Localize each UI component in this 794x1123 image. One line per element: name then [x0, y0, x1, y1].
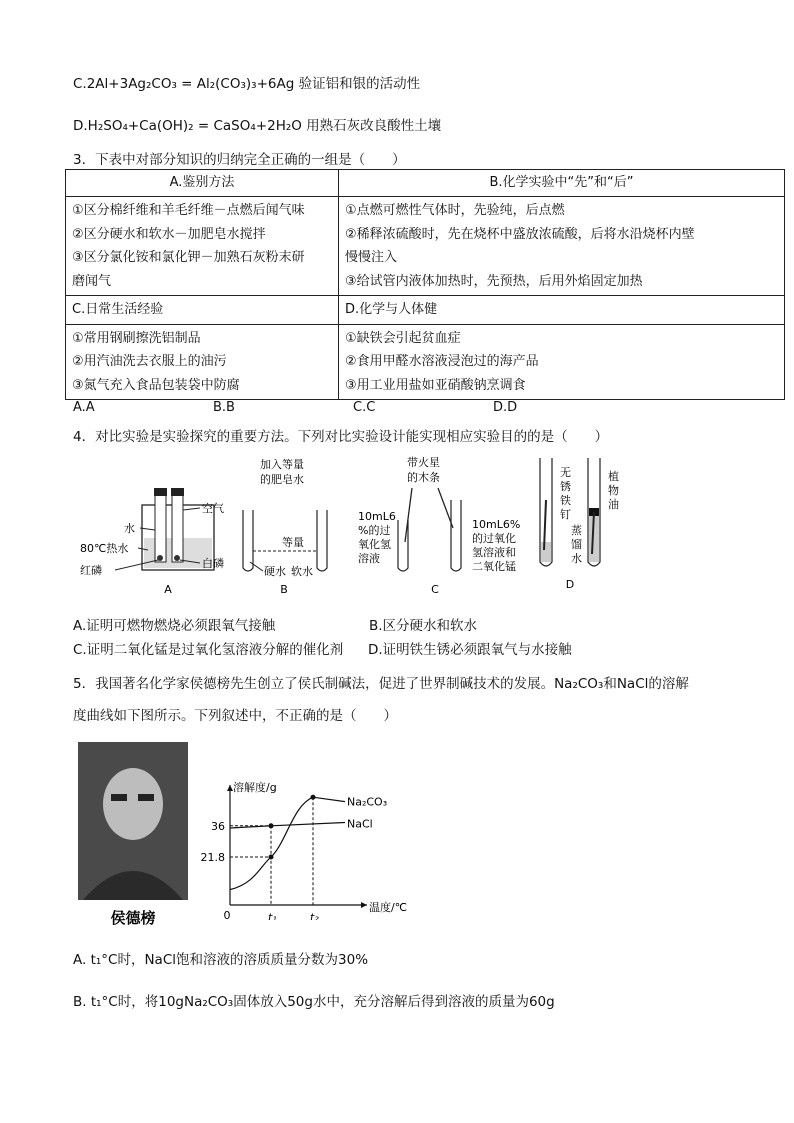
q3-option-b: B.B — [213, 400, 235, 415]
solubility-chart — [195, 770, 435, 920]
label-c-right-4: 二氧化锰 — [472, 560, 516, 573]
liquid-left — [541, 542, 551, 562]
label-nail-2: 锈 — [560, 480, 571, 493]
caption-c: C — [431, 583, 439, 596]
label-c-left-3: 氧化氢 — [358, 538, 391, 551]
y-tick-label: 21.8 — [200, 851, 225, 865]
test-tube-c-right — [451, 500, 461, 571]
label-white-phosphorus: 白磷 — [202, 557, 224, 570]
table-cell-a — [66, 197, 339, 296]
label-red-phosphorus: 红磷 — [80, 564, 102, 577]
table-d-item: ②食用甲醛水溶液浸泡过的海产品 — [345, 354, 539, 369]
label-oil-1: 植 — [608, 470, 619, 483]
series-line-na2co3 — [230, 797, 345, 889]
q4-option-a: A.证明可燃物燃烧必须跟氧气接触 — [73, 618, 276, 634]
stopper-right — [171, 488, 184, 496]
table-b-item: 慢慢注入 — [345, 250, 398, 265]
label-soap-water: 的肥皂水 — [260, 473, 304, 486]
data-point — [269, 823, 274, 828]
y-axis-label: 溶解度/g — [233, 781, 277, 794]
table-head-d: D.化学与人体健 — [339, 296, 785, 325]
label-splint-2: 的木条 — [407, 471, 440, 484]
label-nail-1: 无 — [560, 466, 571, 479]
label-hard-water: 硬水 — [264, 565, 286, 578]
test-tube-hard — [243, 510, 253, 571]
table-head-b: B.化学实验中“先”和“后” — [339, 170, 785, 197]
label-splint-1: 带火星 — [407, 456, 440, 469]
table-b-item: ②稀释浓硫酸时，先在烧杯中盛放浓硫酸，后将水沿烧杯内壁 — [345, 226, 695, 242]
table-cell-b — [339, 197, 785, 296]
q3-option-c: C.C — [353, 400, 376, 415]
figure-d — [540, 458, 619, 591]
table-cell-d — [339, 324, 785, 400]
origin-label: 0 — [223, 909, 231, 920]
figure-a — [80, 488, 224, 596]
q5-stem-line2: 度曲线如下图所示。下列叙述中，不正确的是（ ） — [73, 708, 397, 724]
x-tick-label: t₂ — [310, 911, 319, 920]
label-water-d-1: 蒸 — [571, 524, 582, 537]
label-equal: 等量 — [282, 536, 304, 549]
table-cell-c — [66, 324, 339, 400]
table-b-item: ①点燃可燃性气体时，先验纯，后点燃 — [345, 203, 565, 218]
data-point — [269, 855, 274, 860]
label-c-left-2: %的过 — [358, 524, 391, 537]
photo-caption: 侯德榜 — [110, 909, 156, 927]
q4-experiment-figures — [60, 450, 620, 600]
label-c-left-1: 10mL6 — [358, 510, 396, 523]
label-c-right-3: 氢溶液和 — [472, 546, 516, 559]
x-axis-label: 温度/℃ — [369, 901, 408, 914]
label-water: 水 — [124, 522, 135, 535]
table-d-item: ③用工业用盐如亚硝酸钠烹调食 — [345, 377, 526, 393]
figure-c — [358, 455, 520, 596]
label-nail-4: 钉 — [560, 508, 571, 521]
series-line-nacl — [230, 823, 345, 829]
table-a-item: 磨闻气 — [72, 273, 112, 289]
data-point — [311, 795, 316, 800]
table-b-item: ③给试管内液体加热时，先预热，后用外焰固定加热 — [345, 273, 643, 289]
test-tube-left — [155, 492, 166, 562]
q3-option-d: D.D — [493, 400, 518, 415]
test-tube-right — [172, 492, 183, 562]
q4-option-b: B.区分硬水和软水 — [369, 618, 478, 634]
table-head-c: C.日常生活经验 — [66, 296, 339, 325]
table-a-item: ②区分硬水和软水－加肥皂水搅拌 — [72, 226, 266, 242]
figure-b — [243, 457, 327, 596]
q5-option-a: A. t₁°C时，NaCl饱和溶液的溶质质量分数为30% — [73, 952, 369, 968]
label-c-right-2: 的过氧化 — [472, 532, 516, 545]
y-tick-label: 36 — [211, 819, 225, 833]
label-air: 空气 — [202, 502, 224, 515]
q3-stem: 3．下表中对部分知识的归纳完全正确的一组是（ ） — [73, 152, 406, 168]
label-c-left-4: 溶液 — [358, 552, 380, 565]
q2-option-d: D.H₂SO₄+Ca(OH)₂ = CaSO₄+2H₂O 用熟石灰改良酸性土壤 — [73, 118, 442, 134]
hou-debang-photo — [78, 742, 193, 932]
x-tick-label: t₁ — [268, 911, 277, 920]
white-phosphorus — [174, 555, 180, 561]
q5-stem-line1: 5．我国著名化学家侯德榜先生创立了侯氏制碱法，促进了世界制碱技术的发展。Na₂CO₃和NaCl的溶解 — [73, 676, 689, 692]
table-c-item: ③氮气充入食品包装袋中防腐 — [72, 377, 240, 393]
x-axis-arrow — [361, 902, 367, 908]
table-a-item: ①区分棉纤维和羊毛纤维－点燃后闻气味 — [72, 203, 305, 218]
q2-option-c: C.2Al+3Ag₂CO₃ = Al₂(CO₃)₃+6Ag 验证铝和银的活动性 — [73, 76, 421, 92]
q4-option-c: C.证明二氧化锰是过氧化氢溶液分解的催化剂 — [73, 642, 344, 658]
q3-option-a: A.A — [73, 400, 95, 415]
caption-d: D — [565, 578, 575, 591]
series-label-na2co3: Na₂CO₃ — [347, 795, 388, 809]
label-water-d-2: 馏 — [571, 538, 582, 551]
portrait-face — [103, 768, 163, 840]
label-water-d-3: 水 — [571, 552, 582, 565]
q4-option-d: D.证明铁生锈必须跟氧气与水接触 — [368, 642, 572, 658]
table-a-item: ③区分氯化铵和氯化钾－加熟石灰粉末研 — [72, 250, 305, 265]
label-hot-water: 80℃热水 — [80, 542, 129, 555]
label-oil-3: 油 — [608, 498, 619, 511]
test-tube-soft — [317, 510, 327, 571]
q3-knowledge-table — [65, 169, 785, 400]
stopper-left — [154, 488, 167, 496]
table-head-a: A.鉴别方法 — [66, 170, 339, 197]
table-c-item: ①常用钢刷擦洗铝制品 — [72, 330, 201, 346]
table-d-item: ①缺铁会引起贫血症 — [345, 330, 461, 346]
label-nail-3: 铁 — [560, 494, 571, 507]
caption-a: A — [164, 583, 172, 596]
label-c-right-1: 10mL6% — [472, 518, 521, 531]
table-c-item: ②用汽油洗去衣服上的油污 — [72, 354, 227, 369]
label-oil-2: 物 — [608, 484, 619, 497]
caption-b: B — [280, 583, 288, 596]
q4-stem: 4．对比实验是实验探究的重要方法。下列对比实验设计能实现相应实验目的的是（ ） — [73, 429, 609, 445]
label-add-equal: 加入等量 — [260, 458, 304, 471]
label-soft-water: 软水 — [291, 565, 313, 578]
series-label-nacl: NaCl — [347, 817, 373, 831]
q5-option-b: B. t₁°C时，将10gNa₂CO₃固体放入50g水中，充分溶解后得到溶液的质量为60g — [73, 994, 555, 1010]
